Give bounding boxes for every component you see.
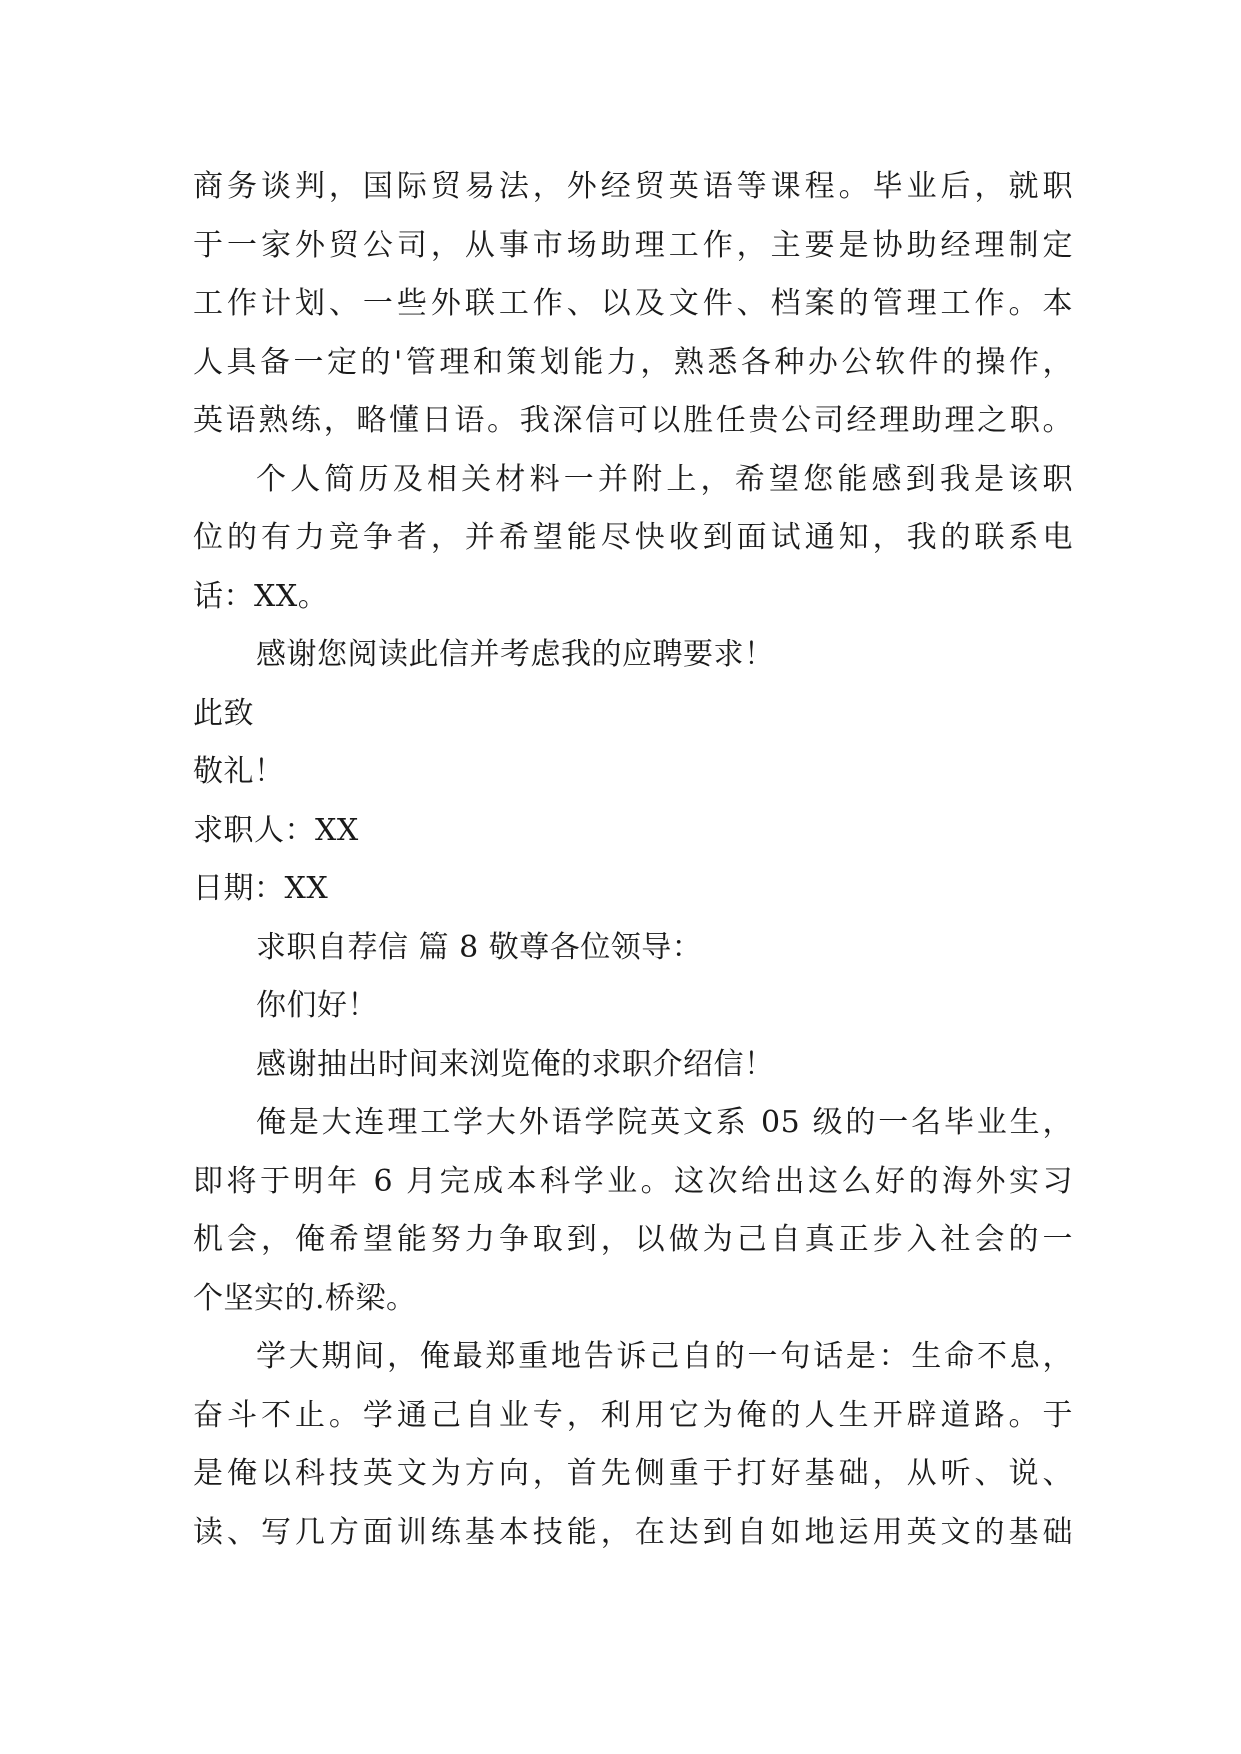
text-line: 英语熟练，略懂日语。我深信可以胜任贵公司经理助理之职。 [193, 403, 1073, 438]
text-line: 工作计划、一些外联工作、以及文件、档案的管理工作。本 [193, 286, 1073, 321]
text-line: 日期：XX [193, 871, 329, 906]
text-line: 人具备一定的'管理和策划能力，熟悉各种办公软件的操作， [193, 344, 1073, 380]
text-line: 俺是大连理工学大外语学院英文系 05 级的一名毕业生， [256, 1105, 1073, 1140]
text-line: 位的有力竞争者，并希望能尽快收到面试通知，我的联系电 [193, 520, 1073, 555]
text-line: 学大期间，俺最郑重地告诉己自的一句话是：生命不息， [256, 1339, 1073, 1374]
text-line: 求职自荐信 篇 8 敬尊各位领导： [256, 929, 703, 965]
text-line: 感谢您阅读此信并考虑我的应聘要求！ [256, 637, 775, 672]
text-line: 于一家外贸公司，从事市场助理工作，主要是协助经理制定 [193, 227, 1073, 263]
text-line: 奋斗不止。学通己自业专，利用它为俺的人生开辟道路。于 [193, 1397, 1073, 1433]
text-line: 敬礼！ [193, 754, 285, 789]
text-line: 是俺以科技英文为方向，首先侧重于打好基础，从听、说、 [193, 1456, 1073, 1491]
letter-body [193, 158, 1073, 1562]
text-line: 个人简历及相关材料一并附上，希望您能感到我是该职 [256, 461, 1073, 497]
text-line: 商务谈判，国际贸易法，外经贸英语等课程。毕业后，就职 [193, 169, 1073, 204]
text-line: 即将于明年 6 月完成本科学业。这次给出这么好的海外实习 [193, 1163, 1073, 1199]
text-line: 话：XX。 [193, 578, 329, 614]
text-line: 读、写几方面训练基本技能，在达到自如地运用英文的基础 [193, 1514, 1073, 1550]
text-line: 个坚实的.桥梁。 [193, 1280, 417, 1316]
text-line: 机会，俺希望能努力争取到，以做为己自真正步入社会的一 [193, 1222, 1073, 1257]
text-line: 此致 [193, 695, 254, 731]
text-line: 求职人：XX [193, 812, 359, 848]
text-line: 感谢抽出时间来浏览俺的求职介绍信！ [256, 1046, 775, 1082]
text-line: 你们好！ [256, 988, 378, 1023]
